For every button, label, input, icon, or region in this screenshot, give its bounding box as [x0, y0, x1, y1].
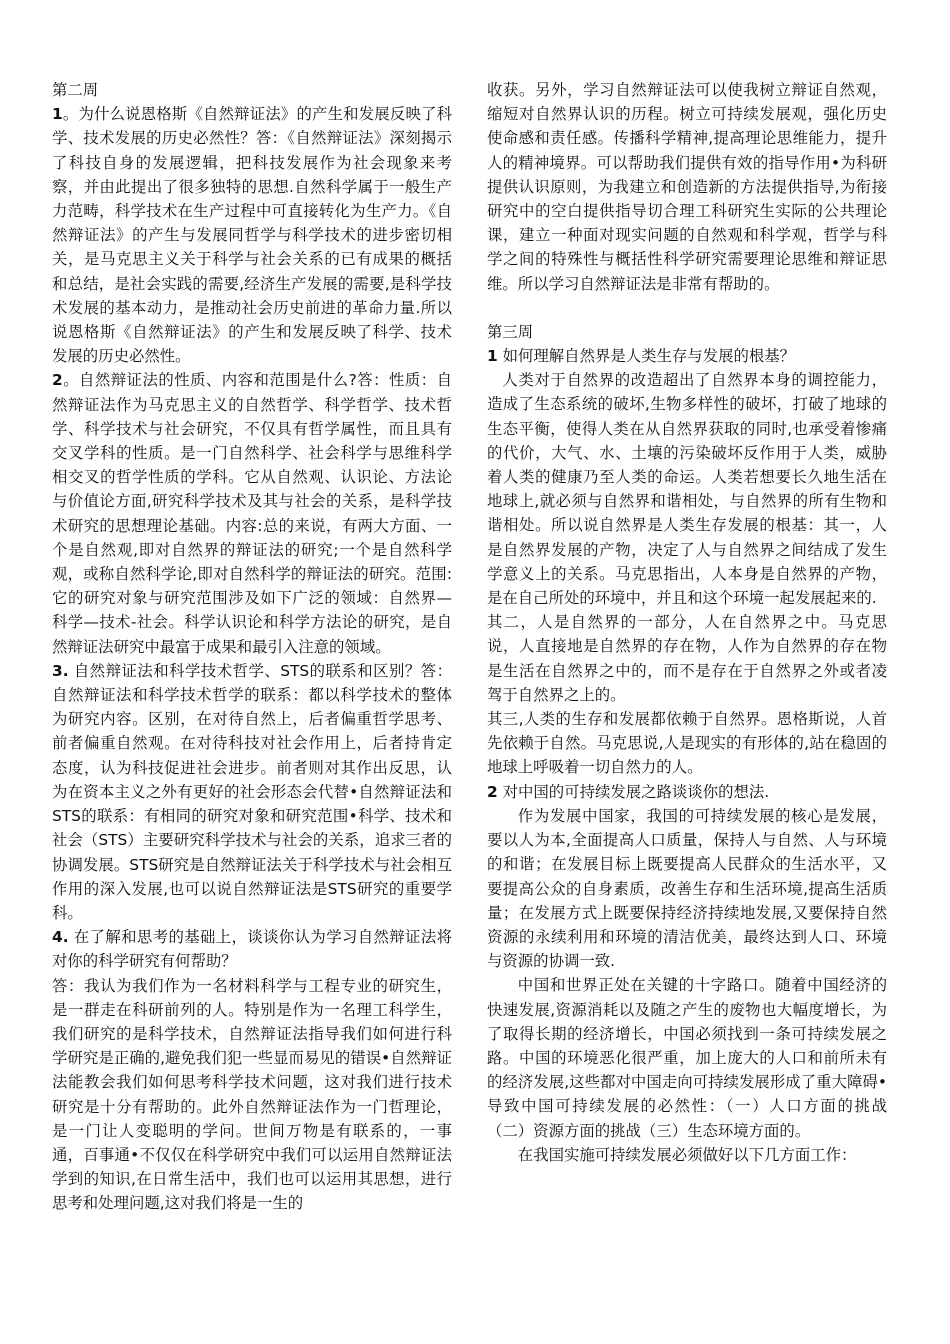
left-column — [52, 78, 452, 1216]
week3-question-1 — [487, 344, 887, 368]
question-3 — [52, 659, 452, 925]
question-2-number: 2 — [52, 371, 63, 390]
question-2 — [52, 368, 452, 658]
week3-question-1-text: 如何理解自然界是人类生存与发展的根基？ — [497, 347, 796, 366]
question-4-text: 在了解和思考的基础上，谈谈你认为学习自然辩证法将对你的科学研究有何帮助？ — [52, 928, 452, 971]
question-4-answer-continued: 收获。另外，学习自然辩证法可以使我树立辩证自然观，缩短对自然界认识的历程。树立可持续发展观，强化历史使命感和责任感。传播科学精神,提高理论思维能力，提升人的精神境界。可以帮助我们提供有效的指导作用•为科研提供认识原则，为我建立和创造新的方法提供指导,为衔接研究中的空白提供指导切合理工科研究生实际的公共理论课，建立一种面对现实问题的自然观和科学观，哲学与科学之间的特殊性与概括性科学研究需要理论思维和辩证思维。所以学习自然辩证法是非常有帮助的。 — [487, 81, 887, 293]
question-3-number: 3. — [52, 661, 69, 680]
right-column — [487, 78, 887, 1167]
question-4-answer: 答：我认为我们作为一名材料科学与工程专业的研究生，是一群走在科研前列的人。特别是作为一名理工科学生，我们研究的是科学技术，自然辩证法指导我们如何进行科学研究是正确的,避免我们犯一些显而易见的错误•自然辩证法能教会我们如何思考科学技术问题，这对我们进行技术研究是十分有帮助的。此外自然辩证法作为一门哲理论，是一门让人变聪明的学问。世间万物是有联系的，一事通，百事通•不仅仅在科学研究中我们可以运用自然辩证法学到的知识,在日常生活中，我们也可以运用其思想，进行思考和处理问题,这对我们将是一生的 — [52, 976, 452, 1213]
week3-question-2 — [487, 780, 887, 804]
question-2-text: 。自然辩证法的性质、内容和范围是什么?答：性质：自然辩证法作为马克思主义的自然哲学、科学哲学、技术哲学、科学技术与社会研究，不仅具有哲学属性，而且具有交叉学科的性质。是一门自然科学、社会科学与思维科学相交叉的哲学性质的学科。它从自然观、认识论、方法论与价值论方面,研究科学技术及其与社会的关系，是科学技术研究的思想理论基础。内容:总的来说，有两大方面、一个是自然观,即对自然界的辩证法的研究;一个是自然科学观，或称自然科学论,即对自然科学的辩证法的研究。范围:它的研究对象与研究范围涉及如下广泛的领域：自然界—科学—技术-社会。科学认识论和科学方法论的研究，是自然辩证法研究中最富于成果和最引入注意的领域。 — [52, 371, 452, 656]
week3-question-2-number: 2 — [487, 782, 498, 801]
question-3-text: 自然辩证法和科学技术哲学、STS的联系和区别？答：自然辩证法和科学技术哲学的联系：都以科学技术的整体为研究内容。区别，在对待自然上，后者偏重哲学思考、前者偏重自然观。在对待科技对社会作用上，后者持肯定态度，认为科技促进社会进步。前者则对其作出反思，认为在资本主义之外有更好的社会形态会代替•自然辩证法和STS的联系：有相同的研究对象和研究范围•科学、技术和社会（STS）主要研究科学技术与社会的关系，追求三者的协调发展。STS研究是自然辩证法关于科学技术与社会相互作用的深入发展,也可以说自然辩证法是STS研究的重要学科。 — [52, 661, 452, 922]
question-4-number: 4. — [52, 928, 69, 947]
week3-heading: 第三周 — [487, 322, 534, 341]
question-1-number: 1 — [52, 105, 63, 124]
week3-q1-paragraph-1: 人类对于自然界的改造超出了自然界本身的调控能力，造成了生态系统的破坏,生物多样性的破坏，打破了地球的生态平衡，使得人类在从自然界获取的同时,也承受着惨痛的代价，大气、水、土壤的污染破坏反作用于人类，威胁着人类的健康乃至人类的命运。人类若想要长久地生活在地球上,就必须与自然界和谐相处，与自然界的所有生物和谐相处。所以说自然界是人类生存发展的根基：其一，人是自然界发展的产物，决定了人与自然界之间结成了发生学意义上的关系。马克思指出，人本身是自然界的产物，是在自己所处的环境中，并且和这个环境一起发展起来的. — [487, 371, 887, 608]
question-1 — [52, 102, 452, 368]
week3-question-2-text: 对中国的可持续发展之路谈谈你的想法. — [497, 782, 770, 801]
week3-q2-paragraph-1: 作为发展中国家，我国的可持续发展的核心是发展，要以人为本,全面提高人口质量，保持人与自然、人与环境的和谐；在发展目标上既要提高人民群众的生活水平，又要提高公众的自身素质，改善生存和生活环境,提高生活质量；在发展方式上既要保持经济持续地发展,又要保持自然资源的永续利用和环境的清洁优美，最终达到人口、环境与资源的协调一致. — [487, 806, 887, 971]
question-4 — [52, 925, 452, 973]
question-1-text: 。为什么说恩格斯《自然辩证法》的产生和发展反映了科学、技术发展的历史必然性？答：《自然辩证法》深刻揭示了科技自身的发展逻辑，把科技发展作为社会现象来考察，并由此提出了很多独特的思想.自然科学属于一般生产力范畴，科学技术在生产过程中可直接转化为生产力。《自然辩证法》的产生与发展同哲学与科学技术的进步密切相关，是马克思主义关于科学与社会关系的已有成果的概括和总结，是社会实践的需要,经济生产发展的需要,是科学技术发展的基本动力，是推动社会历史前进的革命力量.所以说恩格斯《自然辩证法》的产生和发展反映了科学、技术发展的历史必然性。 — [52, 105, 452, 366]
week3-q1-paragraph-2: 其二，人是自然界的一部分，人在自然界之中。马克思说，人直接地是自然界的存在物，人作为自然界的存在物是生活在自然界之中的，而不是存在于自然界之外或者凌驾于自然界之上的。 — [487, 613, 887, 704]
week3-q2-paragraph-2: 中国和世界正处在关键的十字路口。随着中国经济的快速发展,资源消耗以及随之产生的废物也大幅度增长，为了取得长期的经济增长，中国必须找到一条可持续发展之路。中国的环境恶化很严重，加上庞大的人口和前所未有的经济发展,这些都对中国走向可持续发展形成了重大障碍•导致中国可持续发展的必然性：（一）人口方面的挑战（二）资源方面的挑战（三）生态环境方面的。 — [487, 976, 887, 1140]
week3-q1-paragraph-3: 其三,人类的生存和发展都依赖于自然界。恩格斯说，人首先依赖于自然。马克思说,人是现实的有形体的,站在稳固的地球上呼吸着一切自然力的人。 — [487, 710, 887, 777]
week3-question-1-number: 1 — [487, 347, 498, 366]
week2-heading: 第二周 — [52, 81, 99, 99]
week3-q2-paragraph-3: 在我国实施可持续发展必须做好以下几方面工作： — [517, 1145, 857, 1164]
section-gap — [487, 296, 887, 320]
